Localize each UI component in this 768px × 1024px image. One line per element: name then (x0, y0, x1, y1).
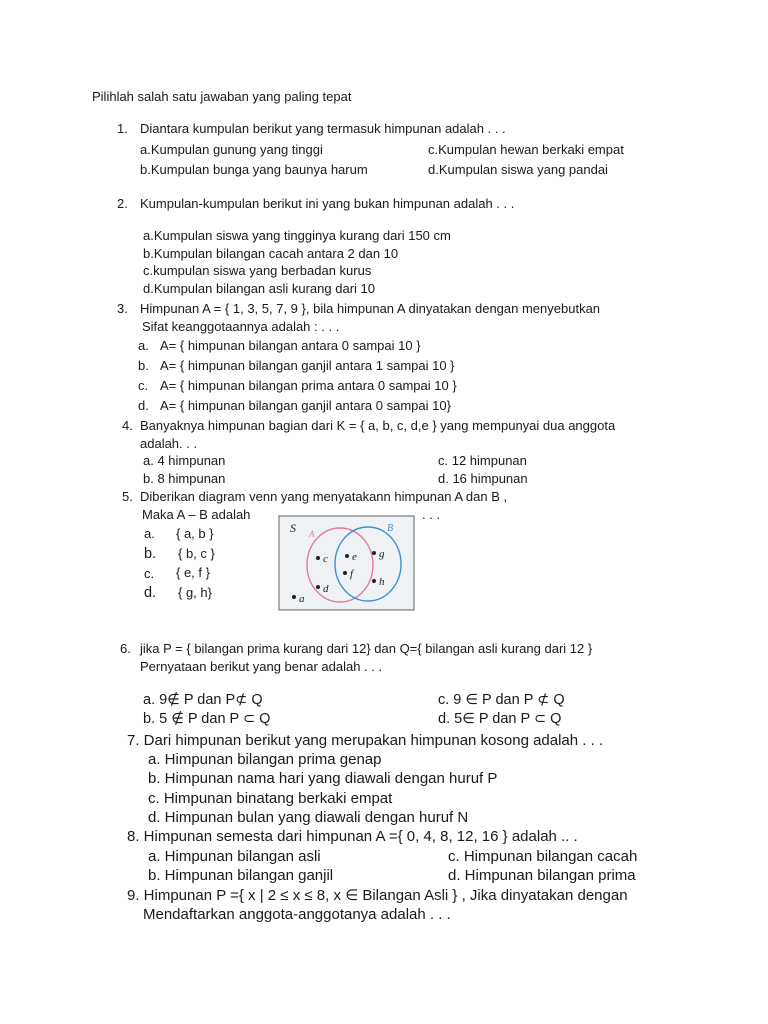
venn-element-g: g (379, 548, 385, 560)
option-text: A= { himpunan bilangan ganjil antara 1 sampai 10 } (160, 358, 455, 373)
option-text: A= { himpunan bilangan antara 0 sampai 10 } (160, 338, 421, 353)
venn-element-d: d (323, 583, 329, 595)
question-number: 6. (120, 641, 131, 656)
option-d: d.Kumpulan siswa yang pandai (428, 162, 608, 177)
venn-element-f: f (350, 568, 354, 580)
option-a: a. 9∉ P dan P⊄ Q (143, 692, 263, 708)
option-c: c. Himpunan bilangan cacah (448, 848, 638, 865)
option-c: c. 9 ∈ P dan P ⊄ Q (438, 692, 565, 708)
option-a: a. Himpunan bilangan prima genap (148, 751, 382, 768)
option-text: { e, f } (176, 565, 210, 580)
option-a: a.Kumpulan gunung yang tinggi (140, 142, 323, 157)
option-c: c.kumpulan siswa yang berbadan kurus (143, 263, 372, 278)
option-b: b. Himpunan bilangan ganjil (148, 867, 334, 884)
question-text-2: adalah. . . (140, 436, 198, 451)
question-text: 7. Dari himpunan berikut yang merupakan himpunan kosong adalah . . . (127, 732, 604, 749)
question-text-2: Pernyataan berikut yang benar adalah . . . (140, 659, 383, 674)
option-b: b. 5 ∉ P dan P ⊂ Q (143, 711, 271, 727)
option-b: b.Kumpulan bunga yang baunya harum (140, 162, 368, 177)
question-text-2: Sifat keanggotaannya adalah : . . . (142, 319, 340, 334)
question-text: jika P = { bilangan prima kurang dari 12} dan Q={ bilangan asli kurang dari 12 } (140, 641, 593, 656)
venn-label-a: A (309, 529, 315, 539)
venn-diagram (278, 515, 415, 611)
option-c: c. Himpunan binatang berkaki empat (148, 790, 393, 807)
question-text: Banyaknya himpunan bagian dari K = { a, b, c, d,e } yang mempunyai dua anggota (140, 418, 616, 433)
question-number: 3. (117, 301, 128, 316)
question-text: 9. Himpunan P ={ x | 2 ≤ x ≤ 8, x ∈ Bilangan Asli } , Jika dinyatakan dengan (127, 887, 628, 904)
question-text-2: Mendaftarkan anggota-anggotanya adalah . . . (143, 906, 451, 923)
question-text: 8. Himpunan semesta dari himpunan A ={ 0, 4, 8, 12, 16 } adalah .. . (127, 828, 578, 845)
venn-element-h-dot (372, 579, 376, 583)
option-d: d. 5∈ P dan P ⊂ Q (438, 711, 562, 727)
option-text: { g, h} (178, 585, 212, 600)
question-text-2: Maka A – B adalah (142, 507, 251, 522)
venn-label-s: S (290, 521, 296, 535)
option-d: d. Himpunan bilangan prima (448, 867, 636, 884)
venn-element-e: e (352, 551, 357, 563)
venn-element-f-dot (343, 571, 347, 575)
venn-element-c: c (323, 553, 328, 565)
question-number: 1. (117, 121, 128, 136)
option-a: a.Kumpulan siswa yang tingginya kurang dari 150 cm (143, 228, 451, 243)
option-c: c. 12 himpunan (438, 453, 527, 468)
question-text: Himpunan A = { 1, 3, 5, 7, 9 }, bila himpunan A dinyatakan dengan menyebutkan (140, 301, 601, 316)
question-text: Diantara kumpulan berikut yang termasuk himpunan adalah . . . (140, 121, 506, 136)
question-text: Diberikan diagram venn yang menyatakann himpunan A dan B , (140, 489, 508, 504)
question-number: 4. (122, 418, 133, 433)
option-d: d. Himpunan bulan yang diawali dengan huruf N (148, 809, 469, 826)
option-letter: d. (138, 398, 149, 413)
option-b: b.Kumpulan bilangan cacah antara 2 dan 10 (143, 246, 399, 261)
option-d: d.Kumpulan bilangan asli kurang dari 10 (143, 281, 375, 296)
question-number: 2. (117, 196, 128, 211)
venn-element-c-dot (316, 556, 320, 560)
option-b: b. Himpunan nama hari yang diawali dengan huruf P (148, 770, 498, 787)
option-c: c.Kumpulan hewan berkaki empat (428, 142, 624, 157)
option-letter: d. (144, 585, 157, 601)
venn-element-a: a (299, 593, 305, 605)
option-text: A= { himpunan bilangan ganjil antara 0 sampai 10} (160, 398, 451, 413)
venn-element-h: h (379, 576, 385, 588)
question-text: Kumpulan-kumpulan berikut ini yang bukan himpunan adalah . . . (140, 196, 515, 211)
option-letter: a. (144, 526, 155, 541)
option-b: b. 8 himpunan (143, 471, 226, 486)
option-a: a. 4 himpunan (143, 453, 226, 468)
option-letter: b. (144, 546, 157, 562)
option-letter: a. (138, 338, 149, 353)
option-text: { a, b } (176, 526, 214, 541)
venn-element-a-dot (292, 595, 296, 599)
option-letter: c. (138, 378, 149, 393)
venn-element-e-dot (345, 554, 349, 558)
question-number: 5. (122, 489, 133, 504)
venn-element-g-dot (372, 551, 376, 555)
venn-element-d-dot (316, 585, 320, 589)
instruction: Pilihlah salah satu jawaban yang paling tepat (92, 89, 352, 104)
option-text: A= { himpunan bilangan prima antara 0 sampai 10 } (160, 378, 457, 393)
option-text: { b, c } (178, 546, 215, 561)
option-letter: b. (138, 358, 149, 373)
venn-label-b: B (387, 523, 394, 534)
option-d: d. 16 himpunan (438, 471, 528, 486)
option-letter: c. (144, 566, 155, 581)
option-a: a. Himpunan bilangan asli (148, 848, 321, 865)
question-ellipsis: . . . (422, 507, 441, 522)
